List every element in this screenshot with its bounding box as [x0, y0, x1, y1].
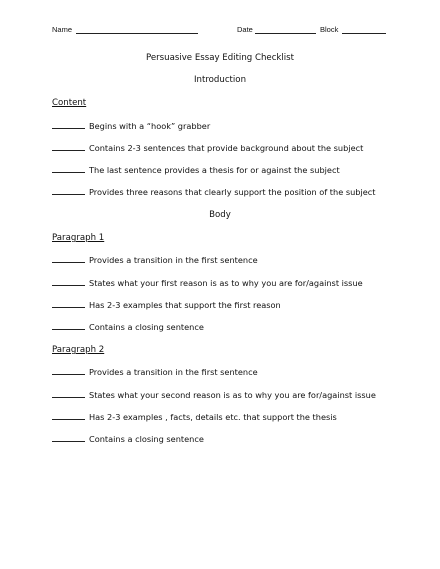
- checklist-item-text: States what your first reason is as to why you are for/against issue: [89, 278, 363, 288]
- block-blank-line[interactable]: [342, 33, 386, 34]
- checkbox-blank-line[interactable]: [52, 390, 85, 398]
- checklist-item-text: States what your second reason is as to why you are for/against issue: [89, 390, 376, 400]
- checkbox-blank-line[interactable]: [52, 367, 85, 375]
- checkbox-blank-line[interactable]: [52, 434, 85, 442]
- checklist-item: [52, 390, 376, 402]
- block-label: Block: [320, 25, 339, 34]
- checklist-item-text: Begins with a “hook” grabber: [89, 121, 211, 131]
- checkbox-blank-line[interactable]: [52, 187, 85, 195]
- checklist-item-text: Provides three reasons that clearly support the position of the subject: [89, 187, 376, 197]
- checkbox-blank-line[interactable]: [52, 255, 85, 263]
- checklist-item-text: Contains a closing sentence: [89, 322, 204, 332]
- content-subheading: Content: [52, 98, 87, 108]
- checklist-item-text: Has 2-3 examples , facts, details etc. that support the thesis: [89, 412, 337, 422]
- checklist-item-text: Contains a closing sentence: [89, 434, 204, 444]
- name-blank-line[interactable]: [76, 33, 198, 34]
- checkbox-blank-line[interactable]: [52, 121, 85, 129]
- checklist-item: [52, 187, 376, 199]
- checklist-item: [52, 322, 204, 334]
- checkbox-blank-line[interactable]: [52, 300, 85, 308]
- checklist-item: [52, 278, 363, 290]
- checklist-item: [52, 300, 281, 312]
- checklist-item: [52, 434, 204, 446]
- checklist-item-text: Provides a transition in the first sentence: [89, 255, 258, 265]
- checklist-item: [52, 165, 340, 177]
- checklist-item: [52, 143, 363, 155]
- checkbox-blank-line[interactable]: [52, 278, 85, 286]
- checkbox-blank-line[interactable]: [52, 412, 85, 420]
- checkbox-blank-line[interactable]: [52, 322, 85, 330]
- checklist-item: [52, 255, 258, 267]
- checklist-item: [52, 412, 337, 424]
- checklist-item-text: Contains 2-3 sentences that provide background about the subject: [89, 143, 364, 153]
- introduction-heading: Introduction: [193, 75, 247, 85]
- name-label: Name: [52, 25, 73, 34]
- checklist-item-text: Has 2-3 examples that support the first reason: [89, 300, 281, 310]
- date-label: Date: [237, 25, 253, 34]
- paragraph-2-subheading: Paragraph 2: [52, 345, 105, 355]
- checklist-item: [52, 367, 258, 379]
- paragraph-1-subheading: Paragraph 1: [52, 233, 105, 243]
- checklist-item-text: Provides a transition in the first sentence: [89, 367, 258, 377]
- checkbox-blank-line[interactable]: [52, 165, 85, 173]
- header-row: [52, 25, 392, 37]
- checklist-item: [52, 121, 210, 133]
- checklist-item-text: The last sentence provides a thesis for or against the subject: [89, 165, 340, 175]
- body-heading: Body: [209, 210, 231, 220]
- checkbox-blank-line[interactable]: [52, 143, 85, 151]
- date-blank-line[interactable]: [255, 33, 316, 34]
- document-title: Persuasive Essay Editing Checklist: [145, 53, 295, 63]
